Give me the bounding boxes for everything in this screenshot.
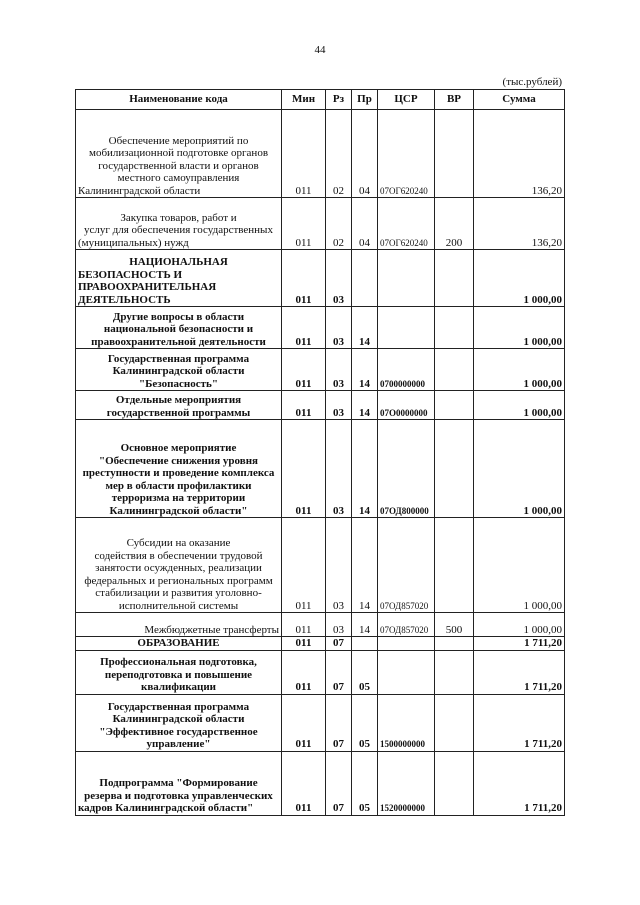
table-row bbox=[76, 110, 565, 198]
cell-min: 011 bbox=[282, 307, 326, 349]
cell-sum: 136,20 bbox=[474, 110, 565, 198]
cell-vr bbox=[435, 349, 474, 391]
cell-rz: 03 bbox=[326, 518, 352, 613]
name-line: ОБРАЗОВАНИЕ bbox=[137, 637, 220, 649]
cell-pr: 04 bbox=[352, 198, 378, 250]
column-header-name: Наименование кода bbox=[76, 90, 282, 110]
cell-csr: 1520000000 bbox=[378, 751, 435, 815]
name-line: Профессиональная подготовка, bbox=[100, 656, 257, 668]
name-line: резерва и подготовка управленческих bbox=[84, 789, 273, 802]
name-line: мобилизационной подготовке органов bbox=[88, 147, 269, 159]
name-line: управление" bbox=[146, 738, 211, 750]
cell-pr: 14 bbox=[352, 307, 378, 349]
table-row bbox=[76, 198, 565, 250]
cell-name bbox=[76, 694, 282, 751]
cell-sum: 1 711,20 bbox=[474, 637, 565, 651]
cell-pr: 04 bbox=[352, 110, 378, 198]
cell-sum: 1 000,00 bbox=[474, 613, 565, 637]
cell-pr: 14 bbox=[352, 349, 378, 391]
table-header-row bbox=[76, 90, 565, 110]
cell-csr bbox=[378, 637, 435, 651]
cell-name bbox=[76, 307, 282, 349]
cell-csr: 0700000000 bbox=[378, 349, 435, 391]
name-line: кадров Калининградской области" bbox=[78, 802, 254, 814]
cell-sum: 1 000,00 bbox=[474, 391, 565, 420]
table-row bbox=[76, 307, 565, 349]
cell-sum: 1 711,20 bbox=[474, 694, 565, 751]
table-row bbox=[76, 751, 565, 815]
cell-min: 011 bbox=[282, 420, 326, 518]
column-header-sum: Сумма bbox=[474, 90, 565, 110]
table-row bbox=[76, 391, 565, 420]
name-line: Основное мероприятие bbox=[120, 442, 237, 454]
name-line: преступности и проведение комплекса bbox=[82, 467, 275, 479]
cell-pr bbox=[352, 637, 378, 651]
cell-rz: 03 bbox=[326, 349, 352, 391]
table-row bbox=[76, 694, 565, 751]
column-header-vr: ВР bbox=[435, 90, 474, 110]
name-line: правоохранительной деятельности bbox=[91, 335, 266, 348]
cell-rz: 07 bbox=[326, 650, 352, 694]
cell-pr bbox=[352, 250, 378, 307]
name-line: государственной власти и органов bbox=[98, 159, 259, 172]
cell-min: 011 bbox=[282, 250, 326, 307]
cell-name bbox=[76, 751, 282, 815]
cell-rz: 03 bbox=[326, 613, 352, 637]
name-line: Субсидии на оказание bbox=[126, 537, 231, 549]
name-line: занятости осужденных, реализации bbox=[95, 562, 262, 574]
name-line: государственной программы bbox=[106, 406, 251, 419]
units-label: (тыс.рублей) bbox=[502, 76, 562, 88]
cell-name bbox=[76, 391, 282, 420]
name-line: стабилизации и развития уголовно- bbox=[95, 587, 262, 599]
name-line: НАЦИОНАЛЬНАЯ bbox=[129, 256, 228, 268]
name-line: "Безопасность" bbox=[139, 377, 218, 390]
name-line: Подпрограмма "Формирование bbox=[99, 777, 258, 789]
name-line: БЕЗОПАСНОСТЬ И bbox=[78, 268, 183, 281]
cell-rz: 07 bbox=[326, 637, 352, 651]
cell-rz: 07 bbox=[326, 694, 352, 751]
cell-pr: 14 bbox=[352, 613, 378, 637]
cell-csr: 07ОД800000 bbox=[378, 420, 435, 518]
name-line: национальной безопасности и bbox=[103, 323, 254, 335]
cell-name bbox=[76, 250, 282, 307]
cell-rz: 07 bbox=[326, 751, 352, 815]
name-line: переподготовка и повышение bbox=[104, 668, 253, 681]
cell-csr: 07ОД857020 bbox=[378, 613, 435, 637]
cell-pr: 05 bbox=[352, 694, 378, 751]
cell-name bbox=[76, 349, 282, 391]
cell-name bbox=[76, 613, 282, 637]
cell-pr: 14 bbox=[352, 391, 378, 420]
cell-sum: 1 711,20 bbox=[474, 650, 565, 694]
cell-pr: 05 bbox=[352, 751, 378, 815]
cell-sum: 136,20 bbox=[474, 198, 565, 250]
name-line: услуг для обеспечения государственных bbox=[84, 224, 273, 236]
table-body bbox=[76, 110, 565, 816]
cell-name bbox=[76, 518, 282, 613]
table-row bbox=[76, 637, 565, 651]
name-line: Государственная программа bbox=[107, 700, 250, 713]
column-header-pr: Пр bbox=[352, 90, 378, 110]
table-row bbox=[76, 518, 565, 613]
cell-sum: 1 000,00 bbox=[474, 518, 565, 613]
name-line: (муниципальных) нужд bbox=[78, 236, 189, 249]
cell-min: 011 bbox=[282, 110, 326, 198]
cell-pr: 05 bbox=[352, 650, 378, 694]
cell-pr: 14 bbox=[352, 420, 378, 518]
name-line: Отдельные мероприятия bbox=[115, 394, 242, 406]
cell-sum: 1 000,00 bbox=[474, 307, 565, 349]
name-line: ПРАВООХРАНИТЕЛЬНАЯ bbox=[78, 281, 217, 293]
name-line: Калининградской области bbox=[78, 184, 201, 197]
cell-min: 011 bbox=[282, 198, 326, 250]
name-line: местного самоуправления bbox=[117, 172, 240, 184]
name-line: квалификации bbox=[140, 681, 217, 693]
cell-vr bbox=[435, 751, 474, 815]
cell-name bbox=[76, 198, 282, 250]
column-header-min: Мин bbox=[282, 90, 326, 110]
budget-table bbox=[75, 89, 565, 816]
name-line: федеральных и региональных программ bbox=[84, 574, 273, 587]
cell-rz: 03 bbox=[326, 420, 352, 518]
name-line: ДЕЯТЕЛЬНОСТЬ bbox=[78, 293, 171, 306]
cell-min: 011 bbox=[282, 349, 326, 391]
name-line: исполнительной системы bbox=[118, 599, 239, 612]
cell-pr: 14 bbox=[352, 518, 378, 613]
cell-csr: 07О0000000 bbox=[378, 391, 435, 420]
table-row bbox=[76, 613, 565, 637]
cell-vr bbox=[435, 391, 474, 420]
cell-csr: 07ОД857020 bbox=[378, 518, 435, 613]
table-row bbox=[76, 650, 565, 694]
cell-vr bbox=[435, 110, 474, 198]
cell-csr bbox=[378, 307, 435, 349]
name-line: содействия в обеспечении трудовой bbox=[94, 549, 263, 562]
name-line: Обеспечение мероприятий по bbox=[108, 134, 249, 147]
column-header-rz: Рз bbox=[326, 90, 352, 110]
cell-csr bbox=[378, 250, 435, 307]
name-line: "Обеспечение снижения уровня bbox=[99, 454, 258, 467]
name-line: Государственная программа bbox=[107, 352, 250, 365]
cell-rz: 03 bbox=[326, 307, 352, 349]
cell-sum: 1 000,00 bbox=[474, 349, 565, 391]
cell-vr bbox=[435, 637, 474, 651]
name-line: Калининградской области bbox=[112, 713, 245, 725]
table-row bbox=[76, 420, 565, 518]
cell-vr: 200 bbox=[435, 198, 474, 250]
name-line: Межбюджетные трансферты bbox=[144, 623, 279, 636]
column-header-csr: ЦСР bbox=[378, 90, 435, 110]
cell-csr bbox=[378, 650, 435, 694]
cell-min: 011 bbox=[282, 518, 326, 613]
cell-min: 011 bbox=[282, 650, 326, 694]
cell-rz: 02 bbox=[326, 198, 352, 250]
cell-vr bbox=[435, 250, 474, 307]
table-row bbox=[76, 250, 565, 307]
cell-vr bbox=[435, 650, 474, 694]
cell-vr: 500 bbox=[435, 613, 474, 637]
cell-csr: 1500000000 bbox=[378, 694, 435, 751]
name-line: "Эффективное государственное bbox=[99, 725, 258, 738]
cell-vr bbox=[435, 307, 474, 349]
cell-rz: 02 bbox=[326, 110, 352, 198]
name-line: мер в области профилактики bbox=[105, 479, 252, 492]
cell-vr bbox=[435, 420, 474, 518]
cell-name bbox=[76, 650, 282, 694]
cell-name bbox=[76, 110, 282, 198]
cell-sum: 1 711,20 bbox=[474, 751, 565, 815]
name-line: Калининградской области" bbox=[109, 504, 248, 517]
cell-csr: 07ОГ620240 bbox=[378, 110, 435, 198]
page-number: 44 bbox=[314, 44, 326, 56]
cell-min: 011 bbox=[282, 613, 326, 637]
cell-min: 011 bbox=[282, 751, 326, 815]
cell-vr bbox=[435, 694, 474, 751]
name-line: терроризма на территории bbox=[111, 492, 246, 504]
cell-min: 011 bbox=[282, 391, 326, 420]
name-line: Другие вопросы в области bbox=[112, 310, 245, 323]
cell-vr bbox=[435, 518, 474, 613]
cell-sum: 1 000,00 bbox=[474, 250, 565, 307]
cell-rz: 03 bbox=[326, 391, 352, 420]
cell-csr: 07ОГ620240 bbox=[378, 198, 435, 250]
cell-rz: 03 bbox=[326, 250, 352, 307]
cell-min: 011 bbox=[282, 637, 326, 651]
table-row bbox=[76, 349, 565, 391]
name-line: Калининградской области bbox=[112, 365, 245, 377]
cell-min: 011 bbox=[282, 694, 326, 751]
cell-sum: 1 000,00 bbox=[474, 420, 565, 518]
cell-name bbox=[76, 420, 282, 518]
name-line: Закупка товаров, работ и bbox=[120, 211, 237, 224]
cell-name bbox=[76, 637, 282, 651]
